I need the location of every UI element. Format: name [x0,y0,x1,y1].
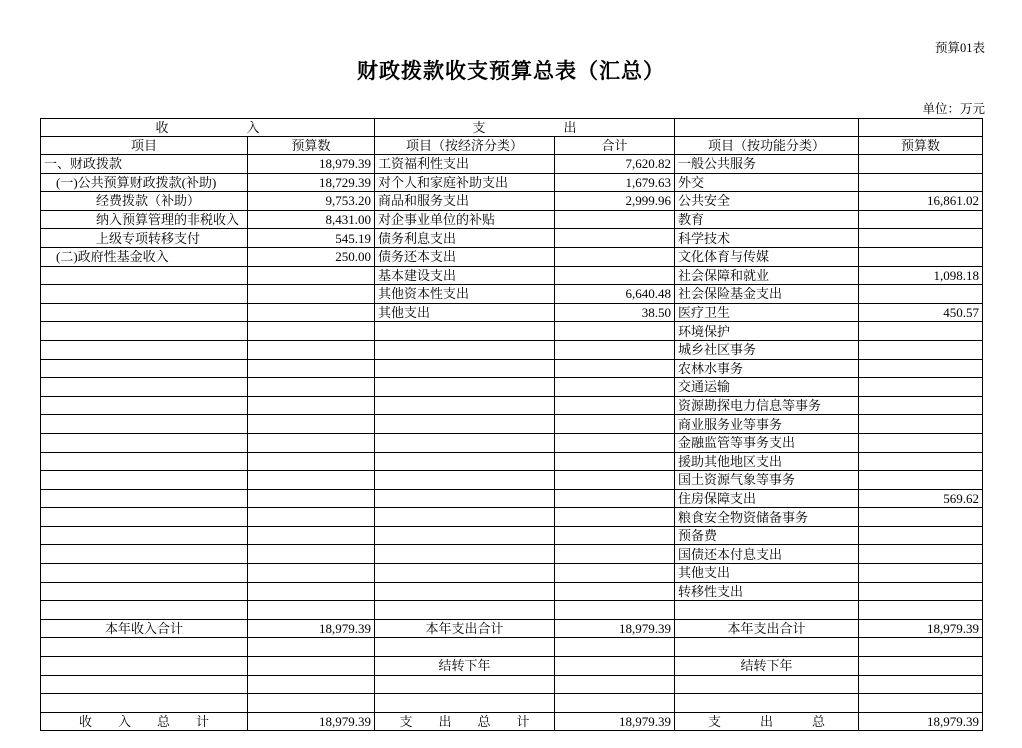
table-row [41,545,983,564]
functional-budget-cell: 16,861.02 [859,192,983,211]
functional-budget-cell: 1,098.18 [859,266,983,285]
header-spacer-budget [859,119,983,137]
table-row [41,452,983,471]
functional-item-cell: 粮食安全物资储备事务 [675,508,859,527]
table-row [41,471,983,490]
col-header-economic-total: 合计 [555,137,675,155]
income-budget-cell [248,694,375,713]
income-budget-cell [248,582,375,601]
income-budget-cell [248,266,375,285]
income-item-cell [41,508,248,527]
income-item-cell: 收 入 总 计 [41,712,248,731]
economic-item-cell [375,452,555,471]
table-row [41,582,983,601]
economic-total-cell: 2,999.96 [555,192,675,211]
table-row [41,526,983,545]
income-item-cell: 本年收入合计 [41,619,248,638]
income-item-cell: 一、财政拨款 [41,155,248,174]
economic-item-cell: 结转下年 [375,657,555,676]
income-budget-cell [248,340,375,359]
functional-budget-cell [859,452,983,471]
income-budget-cell [248,545,375,564]
functional-item-cell: 社会保险基金支出 [675,285,859,304]
economic-total-cell [555,694,675,713]
income-item-cell [41,545,248,564]
functional-budget-cell [859,359,983,378]
economic-total-cell [555,564,675,583]
table-row [41,340,983,359]
table-row [41,210,983,229]
income-budget-cell: 250.00 [248,247,375,266]
income-item-cell [41,489,248,508]
income-budget-cell [248,657,375,676]
functional-item-cell: 资源勘探电力信息等事务 [675,396,859,415]
income-item-cell: 纳入预算管理的非税收入 [41,210,248,229]
economic-item-cell: 对企事业单位的补贴 [375,210,555,229]
economic-item-cell: 本年支出合计 [375,619,555,638]
economic-item-cell: 债务还本支出 [375,247,555,266]
economic-item-cell [375,564,555,583]
income-item-cell [41,564,248,583]
header-spacer-functional [675,119,859,137]
functional-item-cell: 城乡社区事务 [675,340,859,359]
income-budget-cell: 545.19 [248,229,375,248]
functional-budget-cell [859,396,983,415]
expense-section-header: 支 出 [375,119,675,137]
economic-item-cell [375,638,555,657]
economic-item-cell [375,675,555,694]
economic-total-cell [555,359,675,378]
economic-total-cell [555,489,675,508]
budget-table-header [41,119,983,155]
functional-budget-cell [859,247,983,266]
economic-total-cell [555,247,675,266]
economic-total-cell [555,452,675,471]
income-item-cell [41,322,248,341]
income-item-cell [41,582,248,601]
table-row [41,359,983,378]
economic-total-cell [555,340,675,359]
income-item-cell [41,471,248,490]
economic-total-cell [555,266,675,285]
functional-item-cell: 外交 [675,173,859,192]
economic-item-cell [375,471,555,490]
functional-budget-cell [859,433,983,452]
income-budget-cell [248,526,375,545]
functional-item-cell: 结转下年 [675,657,859,676]
table-row [41,433,983,452]
functional-item-cell: 国土资源气象等事务 [675,471,859,490]
economic-item-cell: 商品和服务支出 [375,192,555,211]
income-item-cell [41,285,248,304]
economic-total-cell [555,675,675,694]
income-budget-cell [248,415,375,434]
functional-budget-cell [859,545,983,564]
col-header-functional-budget: 预算数 [859,137,983,155]
economic-item-cell: 债务利息支出 [375,229,555,248]
income-budget-cell: 18,979.39 [248,619,375,638]
economic-item-cell [375,489,555,508]
economic-item-cell [375,582,555,601]
budget-table [40,118,983,731]
table-row [41,694,983,713]
functional-item-cell: 预备费 [675,526,859,545]
table-row [41,396,983,415]
functional-item-cell: 住房保障支出 [675,489,859,508]
functional-item-cell: 转移性支出 [675,582,859,601]
functional-budget-cell [859,210,983,229]
income-budget-cell: 9,753.20 [248,192,375,211]
income-budget-cell [248,489,375,508]
economic-total-cell [555,415,675,434]
economic-item-cell [375,545,555,564]
income-budget-cell: 18,729.39 [248,173,375,192]
economic-item-cell [375,508,555,527]
income-budget-cell [248,471,375,490]
economic-item-cell: 基本建设支出 [375,266,555,285]
income-budget-cell [248,564,375,583]
functional-item-cell: 交通运输 [675,378,859,397]
economic-item-cell: 对个人和家庭补助支出 [375,173,555,192]
functional-budget-cell [859,657,983,676]
income-budget-cell [248,601,375,620]
functional-item-cell: 金融监管等事务支出 [675,433,859,452]
functional-budget-cell [859,675,983,694]
economic-item-cell: 其他支出 [375,303,555,322]
income-budget-cell [248,508,375,527]
income-budget-cell [248,638,375,657]
economic-item-cell [375,526,555,545]
table-row [41,638,983,657]
table-row [41,508,983,527]
income-budget-cell: 18,979.39 [248,712,375,731]
functional-item-cell [675,638,859,657]
income-budget-cell [248,322,375,341]
income-item-cell [41,601,248,620]
functional-item-cell: 社会保障和就业 [675,266,859,285]
economic-total-cell [555,657,675,676]
economic-total-cell [555,526,675,545]
functional-budget-cell [859,564,983,583]
income-budget-cell: 8,431.00 [248,210,375,229]
functional-budget-cell [859,638,983,657]
table-row [41,229,983,248]
economic-item-cell [375,340,555,359]
col-header-income-item: 项目 [41,137,248,155]
functional-budget-cell [859,378,983,397]
functional-item-cell: 教育 [675,210,859,229]
section-header-row [41,119,983,137]
economic-total-cell [555,638,675,657]
economic-item-cell [375,415,555,434]
table-row [41,601,983,620]
economic-total-cell [555,229,675,248]
functional-budget-cell [859,508,983,527]
functional-item-cell [675,694,859,713]
income-budget-cell: 18,979.39 [248,155,375,174]
economic-item-cell [375,378,555,397]
functional-item-cell: 本年支出合计 [675,619,859,638]
table-code: 预算01表 [934,41,985,55]
functional-item-cell: 支 出 总 [675,712,859,731]
economic-item-cell [375,433,555,452]
functional-item-cell: 援助其他地区支出 [675,452,859,471]
functional-item-cell: 一般公共服务 [675,155,859,174]
income-item-cell: (一)公共预算财政拨款(补助) [41,173,248,192]
income-item-cell [41,526,248,545]
income-item-cell [41,303,248,322]
table-row [41,564,983,583]
functional-budget-cell: 569.62 [859,489,983,508]
functional-item-cell: 国债还本付息支出 [675,545,859,564]
functional-budget-cell: 450.57 [859,303,983,322]
economic-total-cell: 18,979.39 [555,712,675,731]
table-row [41,489,983,508]
economic-total-cell: 7,620.82 [555,155,675,174]
functional-budget-cell [859,582,983,601]
functional-item-cell [675,601,859,620]
functional-item-cell: 商业服务业等事务 [675,415,859,434]
income-budget-cell [248,378,375,397]
table-row [41,247,983,266]
economic-total-cell [555,396,675,415]
economic-total-cell: 6,640.48 [555,285,675,304]
economic-item-cell: 工资福利性支出 [375,155,555,174]
functional-budget-cell: 18,979.39 [859,619,983,638]
economic-total-cell [555,582,675,601]
economic-total-cell [555,471,675,490]
economic-item-cell [375,359,555,378]
economic-item-cell: 其他资本性支出 [375,285,555,304]
functional-budget-cell [859,229,983,248]
income-budget-cell [248,452,375,471]
functional-item-cell: 公共安全 [675,192,859,211]
economic-total-cell [555,508,675,527]
economic-total-cell [555,601,675,620]
economic-total-cell: 38.50 [555,303,675,322]
table-row [41,619,983,638]
functional-budget-cell [859,694,983,713]
budget-table-body [41,155,983,731]
income-item-cell [41,675,248,694]
col-header-functional-item: 项目（按功能分类） [675,137,859,155]
income-budget-cell [248,396,375,415]
functional-item-cell [675,675,859,694]
functional-budget-cell [859,322,983,341]
economic-total-cell: 18,979.39 [555,619,675,638]
table-row [41,285,983,304]
functional-budget-cell: 18,979.39 [859,712,983,731]
table-row [41,712,983,731]
functional-item-cell: 其他支出 [675,564,859,583]
income-budget-cell [248,675,375,694]
table-row [41,266,983,285]
economic-total-cell: 1,679.63 [555,173,675,192]
income-section-header: 收 入 [41,119,375,137]
functional-budget-cell [859,173,983,192]
functional-budget-cell [859,285,983,304]
income-item-cell [41,340,248,359]
income-item-cell [41,266,248,285]
economic-item-cell [375,694,555,713]
table-row [41,173,983,192]
income-item-cell [41,359,248,378]
income-item-cell: (二)政府性基金收入 [41,247,248,266]
economic-total-cell [555,322,675,341]
col-header-economic-item: 项目（按经济分类） [375,137,555,155]
col-header-income-budget: 预算数 [248,137,375,155]
income-budget-cell [248,359,375,378]
functional-budget-cell [859,601,983,620]
economic-total-cell [555,210,675,229]
table-row [41,322,983,341]
income-item-cell [41,396,248,415]
table-row [41,657,983,676]
economic-item-cell [375,322,555,341]
economic-item-cell [375,396,555,415]
income-item-cell [41,433,248,452]
column-header-row [41,137,983,155]
page-title: 财政拨款收支预算总表（汇总） [357,59,665,83]
functional-item-cell: 文化体育与传媒 [675,247,859,266]
functional-item-cell: 科学技术 [675,229,859,248]
functional-budget-cell [859,415,983,434]
economic-item-cell: 支 出 总 计 [375,712,555,731]
income-item-cell: 上级专项转移支付 [41,229,248,248]
table-row [41,415,983,434]
income-budget-cell [248,303,375,322]
functional-budget-cell [859,340,983,359]
functional-budget-cell [859,471,983,490]
unit-label: 单位：万元 [922,102,985,116]
income-item-cell [41,415,248,434]
income-item-cell [41,657,248,676]
income-item-cell [41,638,248,657]
table-row [41,192,983,211]
functional-budget-cell [859,526,983,545]
income-item-cell [41,694,248,713]
functional-budget-cell [859,155,983,174]
table-row [41,675,983,694]
economic-total-cell [555,378,675,397]
income-budget-cell [248,433,375,452]
functional-item-cell: 农林水事务 [675,359,859,378]
income-item-cell [41,452,248,471]
economic-total-cell [555,545,675,564]
economic-item-cell [375,601,555,620]
income-item-cell: 经费拨款（补助） [41,192,248,211]
table-row [41,155,983,174]
economic-total-cell [555,433,675,452]
functional-item-cell: 环境保护 [675,322,859,341]
table-row [41,303,983,322]
functional-item-cell: 医疗卫生 [675,303,859,322]
table-row [41,378,983,397]
income-item-cell [41,378,248,397]
income-budget-cell [248,285,375,304]
